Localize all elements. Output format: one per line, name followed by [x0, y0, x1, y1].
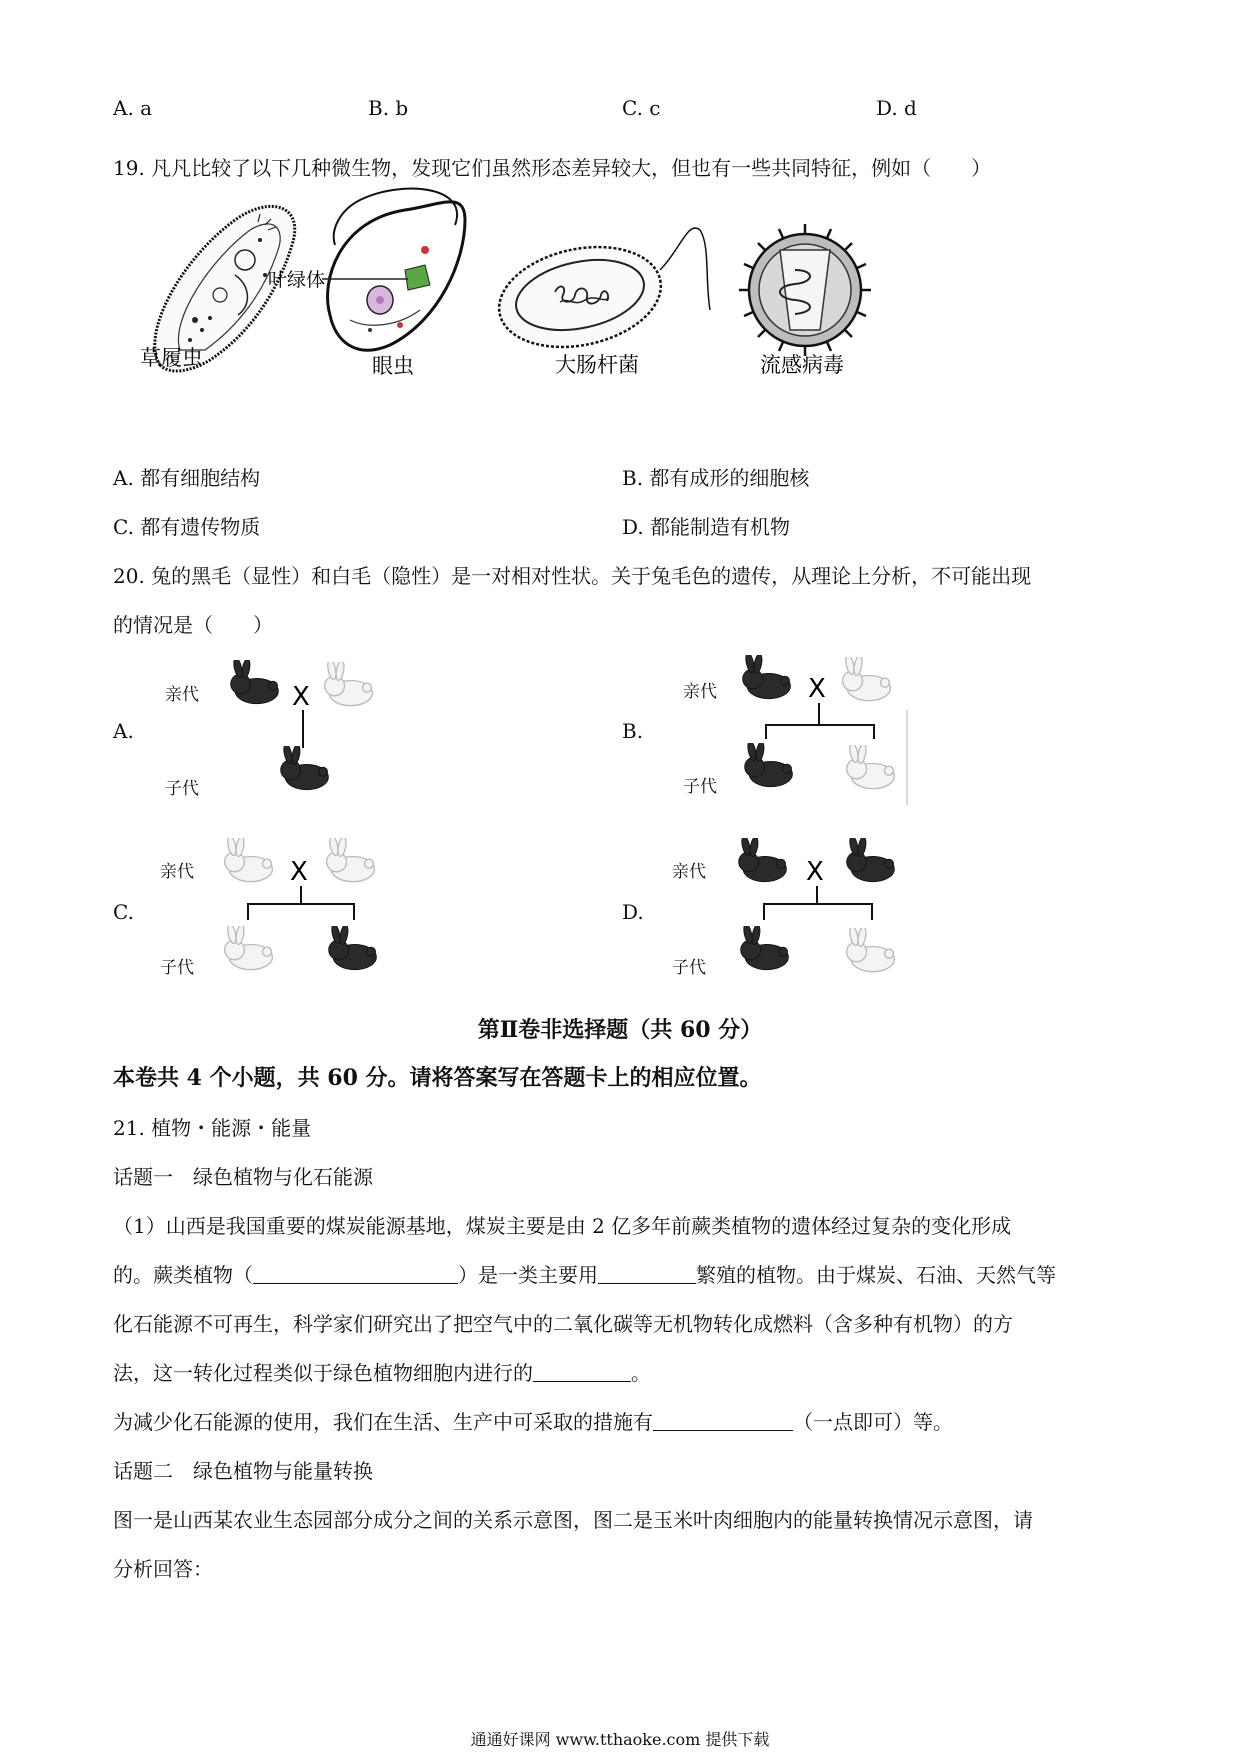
q20-a-parent-label: 亲代	[165, 685, 199, 705]
q20-option-c-letter: C.	[113, 900, 134, 924]
q21-p1-line4-part-b: 。	[631, 1361, 651, 1385]
q18-option-c: C. c	[622, 96, 661, 120]
q18-option-a: A. a	[113, 96, 153, 120]
q20-option-d-diagram	[736, 838, 916, 988]
ecoli-drawing	[490, 228, 710, 361]
paramecium-label: 草履虫	[140, 346, 203, 370]
white-rabbit-icon	[847, 742, 895, 788]
black-rabbit-icon	[745, 740, 793, 786]
q18-option-b: B. b	[368, 96, 409, 120]
q20-stem-line2: 的情况是（ ）	[113, 613, 273, 637]
measure-blank[interactable]	[653, 1410, 793, 1431]
q20-stem-line1: 20. 兔的黑毛（显性）和白毛（隐性）是一对相对性状。关于兔毛色的遗传，从理论上分析，不可能出现	[113, 564, 1032, 588]
black-rabbit-icon	[743, 652, 791, 698]
white-rabbit-icon	[225, 835, 273, 881]
q19-option-d: D. 都能制造有机物	[622, 515, 791, 539]
black-rabbit-icon	[739, 835, 787, 881]
q21-p1-line4-part-a: 法，这一转化过程类似于绿色植物细胞内进行的	[113, 1361, 533, 1385]
q20-d-child-label: 子代	[672, 958, 706, 978]
q21-p1-line2-part-c: 繁殖的植物。由于煤炭、石油、天然气等	[696, 1263, 1056, 1287]
black-rabbit-icon	[741, 923, 789, 969]
q21-p1-line2	[113, 1261, 1056, 1289]
flu-virus-label: 流感病毒	[760, 353, 844, 377]
cross-symbol: X	[292, 682, 310, 712]
q19-option-c: C. 都有遗传物质	[113, 515, 261, 539]
q21-p1-line2-part-a: 的。蕨类植物（	[113, 1263, 253, 1287]
cross-symbol: X	[290, 857, 308, 887]
fern-reproduction-blank[interactable]	[598, 1263, 696, 1284]
q21-p1-line2-part-b: ）是一类主要用	[458, 1263, 598, 1287]
q19-option-a: A. 都有细胞结构	[113, 466, 261, 490]
q21-p2-line2: 分析回答：	[113, 1557, 213, 1581]
q20-option-c-diagram	[222, 838, 402, 988]
white-rabbit-icon	[847, 925, 895, 971]
q21-p1-line4	[113, 1359, 651, 1387]
section-2-title: 第Ⅱ卷非选择题（共 60 分）	[477, 1017, 763, 1043]
black-rabbit-icon	[847, 835, 895, 881]
black-rabbit-icon	[329, 923, 377, 969]
q21-p1-line5-part-a: 为减少化石能源的使用，我们在生活、生产中可采取的措施有	[113, 1410, 653, 1434]
process-blank[interactable]	[533, 1361, 631, 1382]
black-rabbit-icon	[231, 657, 279, 703]
flu-virus-drawing	[739, 224, 871, 356]
section-2-instruction: 本卷共 4 个小题，共 60 分。请将答案写在答题卡上的相应位置。	[113, 1065, 762, 1091]
cross-symbol: X	[808, 674, 826, 704]
q20-b-parent-label: 亲代	[683, 682, 717, 702]
ecoli-label: 大肠杆菌	[555, 353, 639, 377]
white-rabbit-icon	[327, 835, 375, 881]
q20-option-a-letter: A.	[113, 719, 134, 743]
q21-topic-2: 话题二 绿色植物与能量转换	[113, 1459, 373, 1483]
page-footer: 通通好课网 www.tthaoke.com 提供下载	[470, 1730, 770, 1749]
white-rabbit-icon	[225, 923, 273, 969]
euglena-label: 眼虫	[372, 354, 414, 378]
q20-c-parent-label: 亲代	[160, 862, 194, 882]
q21-p1-line3: 化石能源不可再生，科学家们研究出了把空气中的二氧化碳等无机物转化成燃料（含多种有机物）的方	[113, 1312, 1013, 1336]
q21-p1-line5	[113, 1408, 953, 1436]
q19-stem: 19. 凡凡比较了以下几种微生物，发现它们虽然形态差异较大，但也有一些共同特征，例如（ ）	[113, 156, 992, 180]
q20-option-b-diagram	[740, 655, 920, 805]
q20-b-child-label: 子代	[683, 777, 717, 797]
q21-topic-1: 话题一 绿色植物与化石能源	[113, 1165, 373, 1189]
q20-option-b-letter: B.	[622, 719, 644, 743]
q19-option-b: B. 都有成形的细胞核	[622, 466, 810, 490]
q21-title: 21. 植物・能源・能量	[113, 1116, 312, 1140]
q19-microorganism-figure	[140, 200, 990, 430]
chloroplast-label: 叶绿体	[268, 269, 326, 291]
q21-p1-line5-part-b: （一点即可）等。	[793, 1410, 953, 1434]
white-rabbit-icon	[325, 659, 373, 705]
fern-example-blank[interactable]	[253, 1263, 458, 1284]
white-rabbit-icon	[843, 654, 891, 700]
q20-d-parent-label: 亲代	[672, 862, 706, 882]
euglena-drawing	[322, 189, 465, 351]
q20-option-a-diagram	[228, 660, 388, 800]
q20-option-d-letter: D.	[622, 900, 644, 924]
q21-p2-line1: 图一是山西某农业生态园部分成分之间的关系示意图，图二是玉米叶肉细胞内的能量转换情况示意图，请	[113, 1508, 1033, 1532]
q18-option-d: D. d	[876, 96, 917, 120]
q20-a-child-label: 子代	[165, 779, 199, 799]
q20-c-child-label: 子代	[160, 958, 194, 978]
q21-p1-line1: （1）山西是我国重要的煤炭能源基地，煤炭主要是由 2 亿多年前蕨类植物的遗体经过复杂的变化形成	[113, 1214, 1012, 1238]
black-rabbit-icon	[281, 743, 329, 789]
cross-symbol: X	[806, 857, 824, 887]
